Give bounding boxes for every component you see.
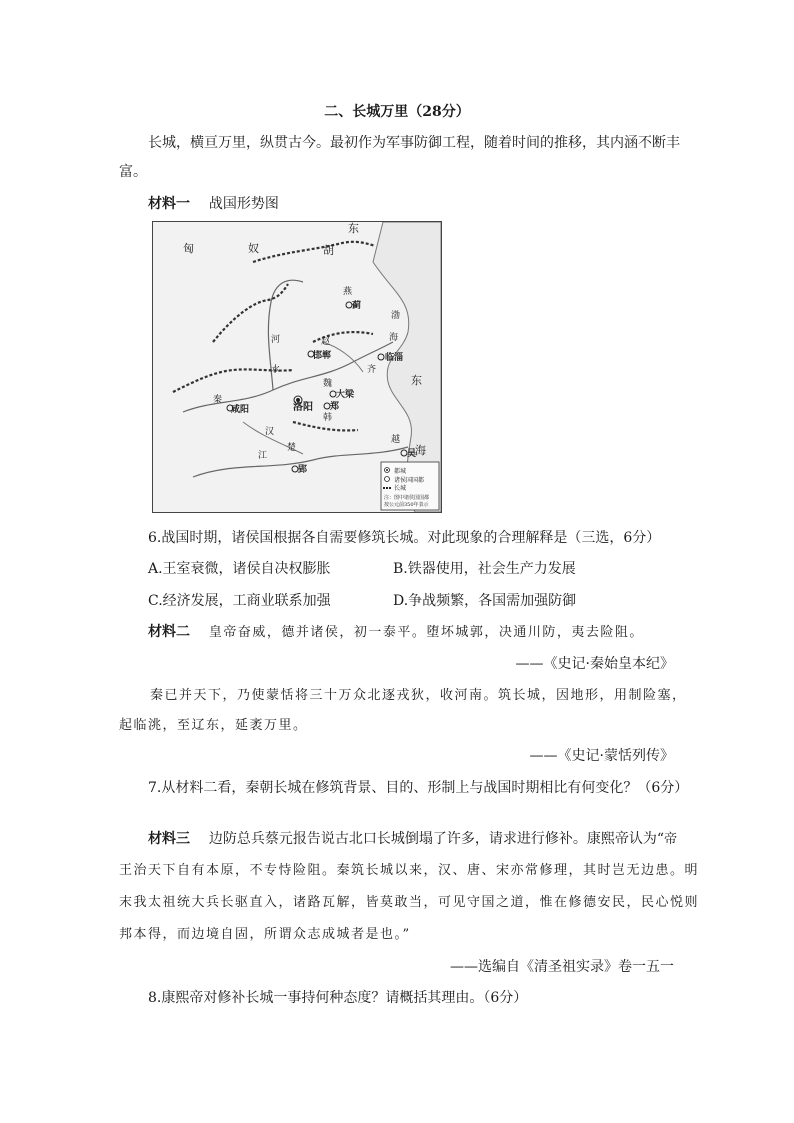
label-zhao: 赵	[321, 337, 331, 347]
label-chu: 楚	[287, 443, 297, 453]
material1-label: 材料一	[148, 196, 190, 212]
material3-line1	[148, 829, 679, 850]
label-zheng: 郑	[330, 402, 340, 412]
material3-line1-plain: 边防总兵蔡元报告说古北口长城倒塌了许多，请求进行修补。康熙帝认为“	[208, 831, 665, 847]
material3-line3: 末我太祖统大兵长驱直入，诸路瓦解，皆莫敢当，可见守国之道，惟在修德安民，民心悦则	[119, 895, 700, 910]
label-wu: 吴	[407, 449, 417, 459]
q6-option-b: B.铁器使用，社会生产力发展	[393, 561, 576, 577]
map-legend	[381, 462, 439, 510]
q6-option-a: A.王室衰微，诸侯自决权膨胀	[148, 561, 331, 577]
intro-line-1: 长城，横亘万里，纵贯古今。最初作为军事防御工程，随着时间的推移，其内涵不断丰	[148, 135, 680, 151]
material2-label: 材料二	[148, 624, 190, 640]
legend-wall: 长城	[394, 485, 407, 492]
material2-source1: ——《史记·秦始皇本纪》	[515, 656, 674, 672]
label-daliang: 大梁	[336, 390, 355, 400]
material3-line4: 邦本得，而边境自固，所谓众志成城者是也。”	[119, 927, 411, 942]
label-ji: 蓟	[352, 301, 362, 311]
label-shui: 水	[271, 365, 281, 375]
warring-states-map	[152, 221, 442, 513]
legend-capital: 都城	[394, 468, 407, 475]
label-bo: 渤	[391, 311, 401, 321]
q6-stem: 6.战国时期，诸侯国根据各自需要修筑长城。对此现象的合理解释是（三选，6分）	[148, 530, 661, 546]
label-hai2: 海	[415, 444, 426, 457]
label-handan: 邯郸	[313, 351, 332, 361]
q7-stem: 7.从材料二看，秦朝长城在修筑背景、目的、形制上与战国时期相比有何变化？（6分）	[148, 780, 689, 796]
material3-line2: 王治天下自有本原，不专恃险阻。秦筑长城以来，汉、唐、宋亦常修理，其时岂无边患。明	[119, 863, 700, 878]
legend-note-2: 按公元前350年表示	[384, 502, 429, 508]
material2-source2: ——《史记·蒙恬列传》	[529, 748, 674, 764]
label-dong2: 东	[411, 374, 422, 387]
material2-quote2-line2: 起临洮，至辽东，延袤万里。	[119, 718, 308, 733]
label-xiong: 匈	[183, 242, 194, 255]
material3-label: 材料三	[148, 831, 190, 847]
legend-state-capital: 诸侯国国都	[394, 477, 425, 484]
material1-title: 战国形势图	[208, 196, 279, 212]
q8-stem: 8.康熙帝对修补长城一事持何种态度？请概括其理由。（6分）	[148, 990, 528, 1006]
material2-quote2-line1: 秦已并天下，乃使蒙恬将三十万众北逐戎狄，收河南。筑长城，因地形，用制险塞，	[150, 688, 687, 703]
label-yue: 越	[391, 435, 401, 445]
label-wei: 魏	[323, 379, 333, 389]
material3-source: ——选编自《清圣祖实录》卷一五一	[450, 959, 674, 975]
label-hai: 海	[389, 333, 399, 343]
label-yan: 燕	[343, 287, 353, 297]
material3-line1-quote: 帝	[664, 832, 679, 847]
label-dong: 东	[348, 222, 359, 235]
q6-option-c: C.经济发展，工商业联系加强	[148, 593, 331, 609]
label-hu: 胡	[323, 244, 334, 257]
q6-option-d: D.争战频繁，各国需加强防御	[393, 593, 577, 609]
map-svg	[153, 222, 441, 512]
legend-note-1: 注：图中诸侯国国都	[384, 495, 430, 501]
intro-line-2: 富。	[119, 164, 147, 180]
label-xianyang: 咸阳	[231, 405, 250, 415]
label-han: 韩	[323, 413, 333, 423]
material2-quote1: 皇帝奋威，德并诸侯，初一泰平。堕坏城郭，决通川防，夷去险阻。	[208, 625, 644, 640]
label-qin: 秦	[213, 395, 223, 405]
label-ying: 郢	[298, 465, 308, 475]
material2-quote1-line	[148, 622, 644, 643]
label-han-river: 汉	[265, 427, 275, 437]
label-he: 河	[271, 335, 281, 345]
label-qi: 齐	[367, 365, 377, 375]
label-jiang: 江	[258, 451, 268, 461]
material1-heading	[148, 194, 279, 214]
label-nu: 奴	[248, 242, 259, 255]
section-title: 二、长城万里（28分）	[324, 104, 470, 120]
label-linzi: 临淄	[385, 353, 404, 363]
label-luoyang: 洛阳	[293, 402, 313, 413]
